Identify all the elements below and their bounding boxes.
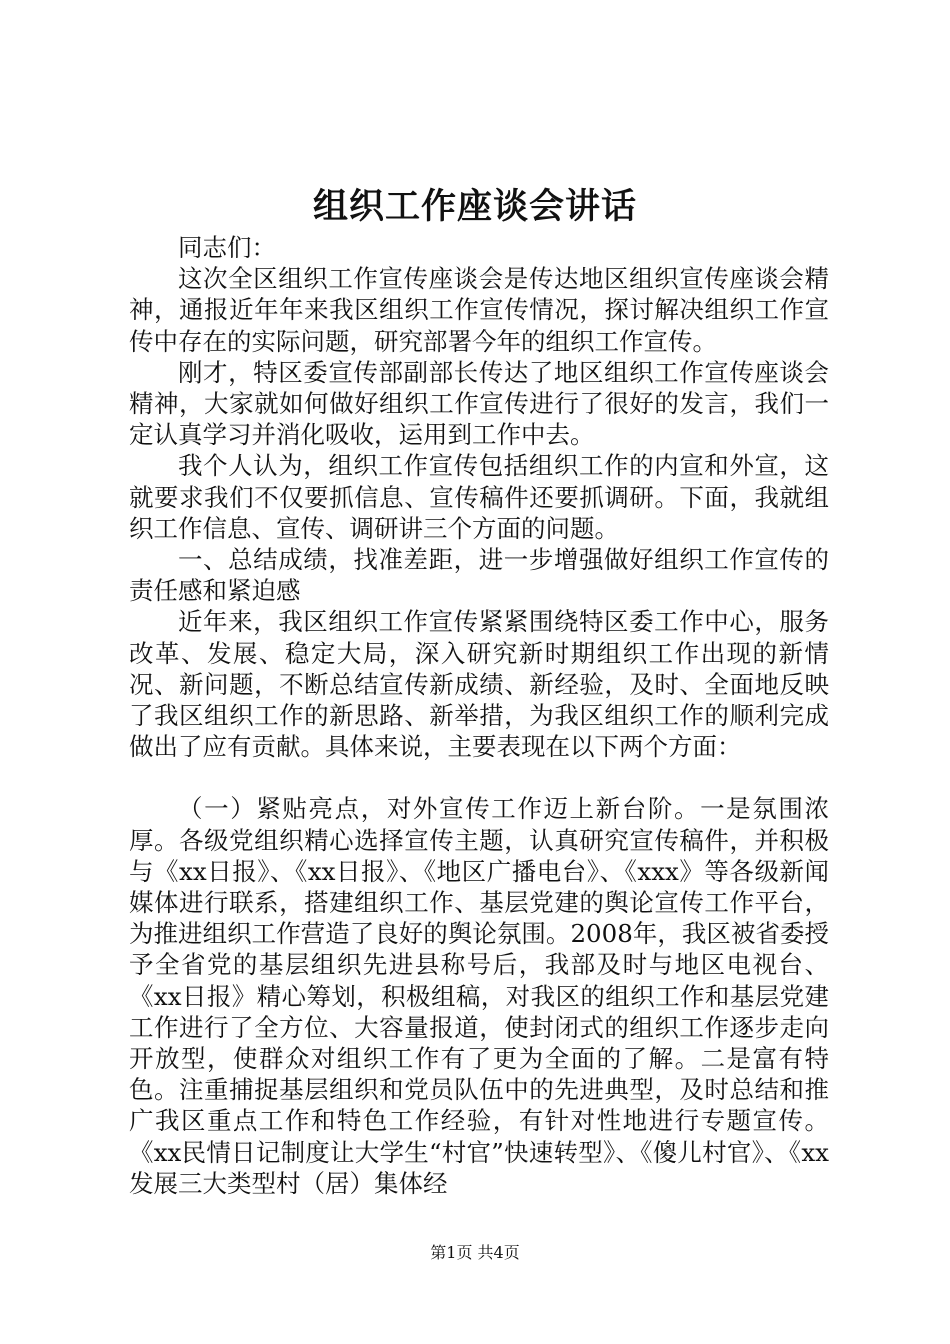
paragraph-achievements: 近年来，我区组织工作宣传紧紧围绕特区委工作中心，服务改革、发展、稳定大局，深入研究新时期组织工作出现的新情况、新问题，不断总结宣传新成绩、新经验，及时、全面地反映了我区组织工作的新思路、新举措，为我区组织工作的顺利完成做出了应有贡献。具体来说，主要表现在以下两个方面：	[129, 607, 829, 762]
page-footer: 第1页 共4页	[430, 1243, 520, 1262]
document-title: 组织工作座谈会讲话	[312, 186, 637, 227]
paragraph-external-publicity: （一）紧贴亮点，对外宣传工作迈上新台阶。一是氛围浓厚。各级党组织精心选择宣传主题，认真研究宣传稿件，并积极与《xx日报》、《xx日报》、《地区广播电台》、《xxx》等各级新闻媒体进行联系，搭建组织工作、基层党建的舆论宣传工作平台，为推进组织工作营造了良好的舆论氛围。2008年，我区被省委授予全省党的基层组织先进县称号后，我部及时与地区电视台、《xx日报》精心筹划，积极组稿，对我区的组织工作和基层党建工作进行了全方位、大容量报道，使封闭式的组织工作逐步走向开放型，使群众对组织工作有了更为全面的了解。二是富有特色。注重捕捉基层组织和党员队伍中的先进典型，及时总结和推广我区重点工作和特色工作经验，有针对性地进行专题宣传。《xx民情日记制度让大学生“村官”快速转型》、《傻儿村官》、《xx发展三大类型村（居）集体经	[129, 794, 829, 1198]
paragraph-intro: 这次全区组织工作宣传座谈会是传达地区组织宣传座谈会精神，通报近年年来我区组织工作宣传情况，探讨解决组织工作宣传中存在的实际问题，研究部署今年的组织工作宣传。	[129, 264, 829, 356]
salutation: 同志们：	[178, 233, 276, 262]
section-heading-1: 一、总结成绩，找准差距，进一步增强做好组织工作宣传的责任感和紧迫感	[129, 545, 829, 606]
paragraph-review: 刚才，特区委宣传部副部长传达了地区组织工作宣传座谈会精神，大家就如何做好组织工作宣传进行了很好的发言，我们一定认真学习并消化吸收，运用到工作中去。	[129, 357, 829, 450]
paragraph-opinion: 我个人认为，组织工作宣传包括组织工作的内宣和外宣，这就要求我们不仅要抓信息、宣传稿件还要抓调研。下面，我就组织工作信息、宣传、调研讲三个方面的问题。	[129, 451, 829, 543]
document-body	[129, 232, 829, 1199]
